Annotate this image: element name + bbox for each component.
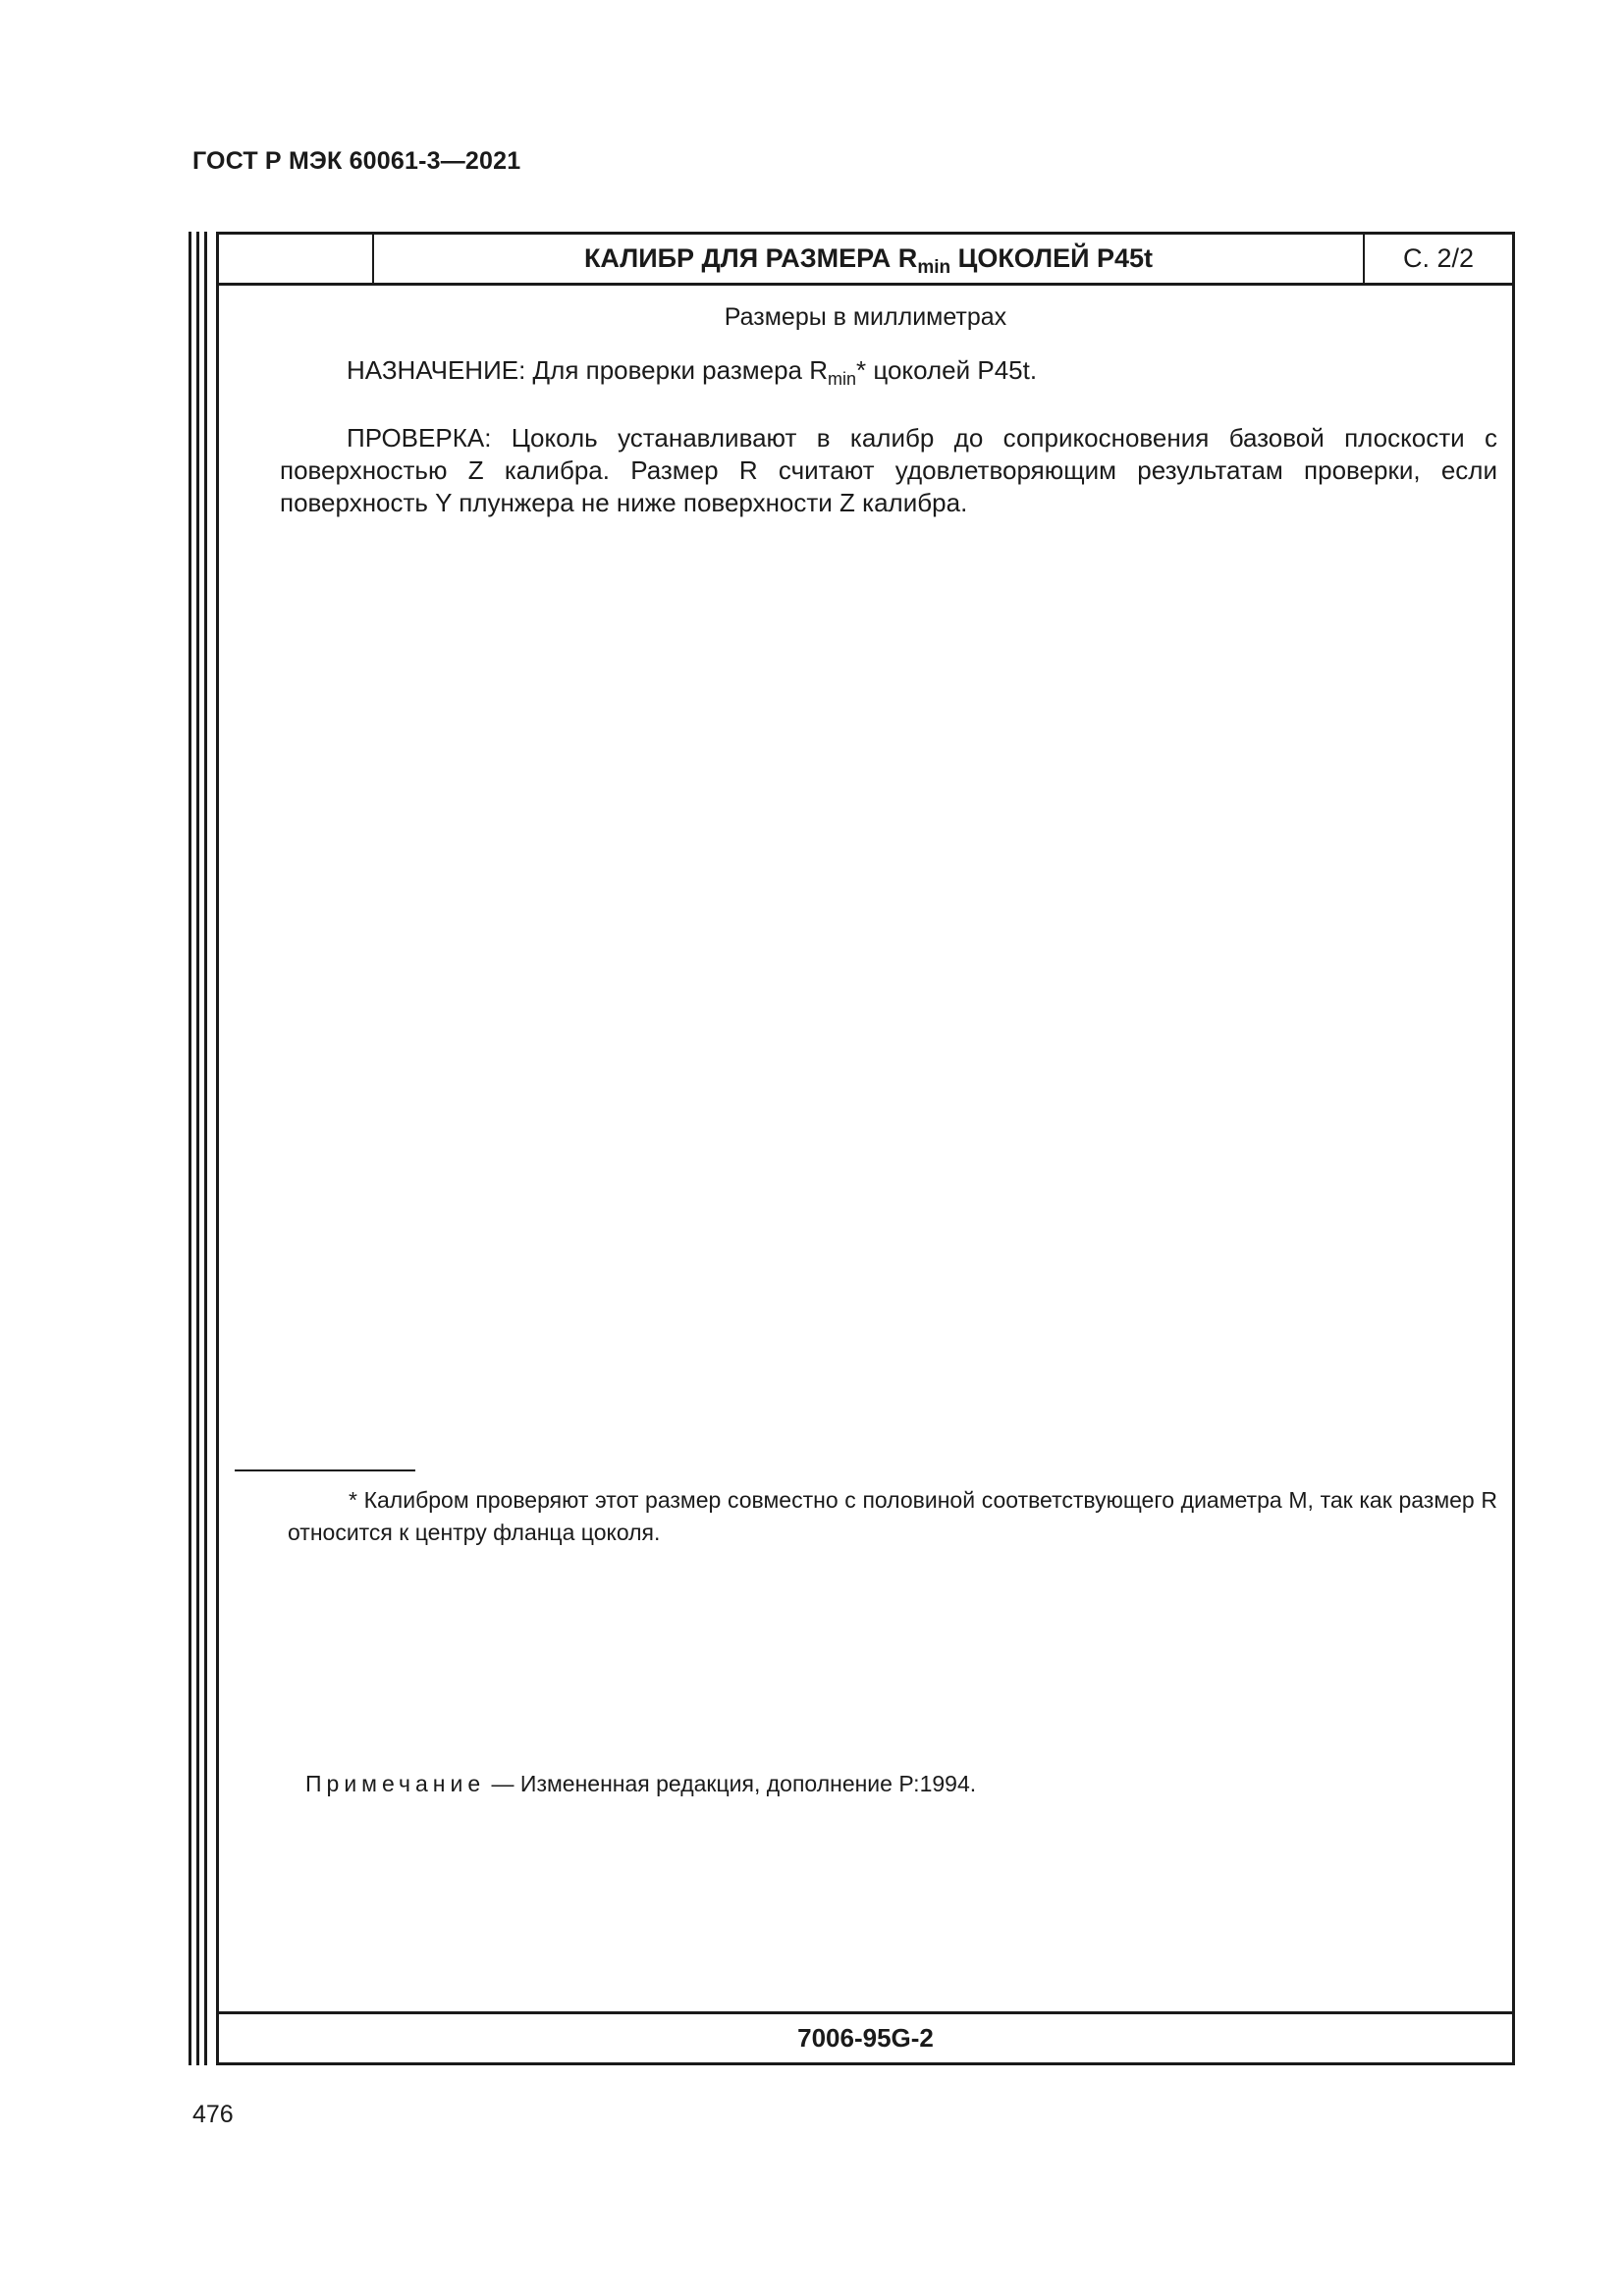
margin-rule-middle [196,232,199,2065]
footnote-separator [235,1469,415,1471]
check-text: ПРОВЕРКА: Цоколь устанавливают в калибр до соприкосновения базовой плоскости с поверхностью Z калибра. Размер R считают удовлетворяющим результатам проверки, если поверхность Y плунжера не ниже поверхности Z калибра. [280,423,1497,517]
sheet-title [374,235,1365,283]
note-label: Примечание [305,1771,486,1796]
footnote-text: * Калибром проверяют этот размер совместно с половиной соответствующего диаметра М, так как размер R относится к центру фланца цоколя. [288,1487,1497,1545]
units-caption: Размеры в миллиметрах [724,303,1007,331]
document-header: ГОСТ Р МЭК 60061-3—2021 [192,147,521,175]
title-row [219,235,1512,286]
purpose-prefix: НАЗНАЧЕНИЕ: Для проверки размера R [347,355,828,385]
margin-rule-outer [189,232,191,2065]
purpose-suffix: * цоколей Р45t. [856,355,1038,385]
sheet-code: 7006-95G-2 [219,2011,1512,2062]
page-number: 476 [192,2101,234,2128]
note [305,1771,976,1797]
purpose-subscript: min [828,369,857,389]
sheet-frame [216,232,1515,2065]
title-cell-empty [219,235,374,283]
note-text: — Измененная редакция, дополнение Р:1994. [485,1771,977,1796]
title-suffix: ЦОКОЛЕЙ Р45t [950,243,1154,273]
purpose-paragraph [280,354,1497,387]
check-paragraph [280,422,1497,519]
footnote [288,1484,1497,1549]
title-prefix: КАЛИБР ДЛЯ РАЗМЕРА R [583,243,918,273]
title-subscript: min [917,257,951,278]
sheet-page: С. 2/2 [1402,243,1475,273]
margin-rule-inner [204,232,207,2065]
